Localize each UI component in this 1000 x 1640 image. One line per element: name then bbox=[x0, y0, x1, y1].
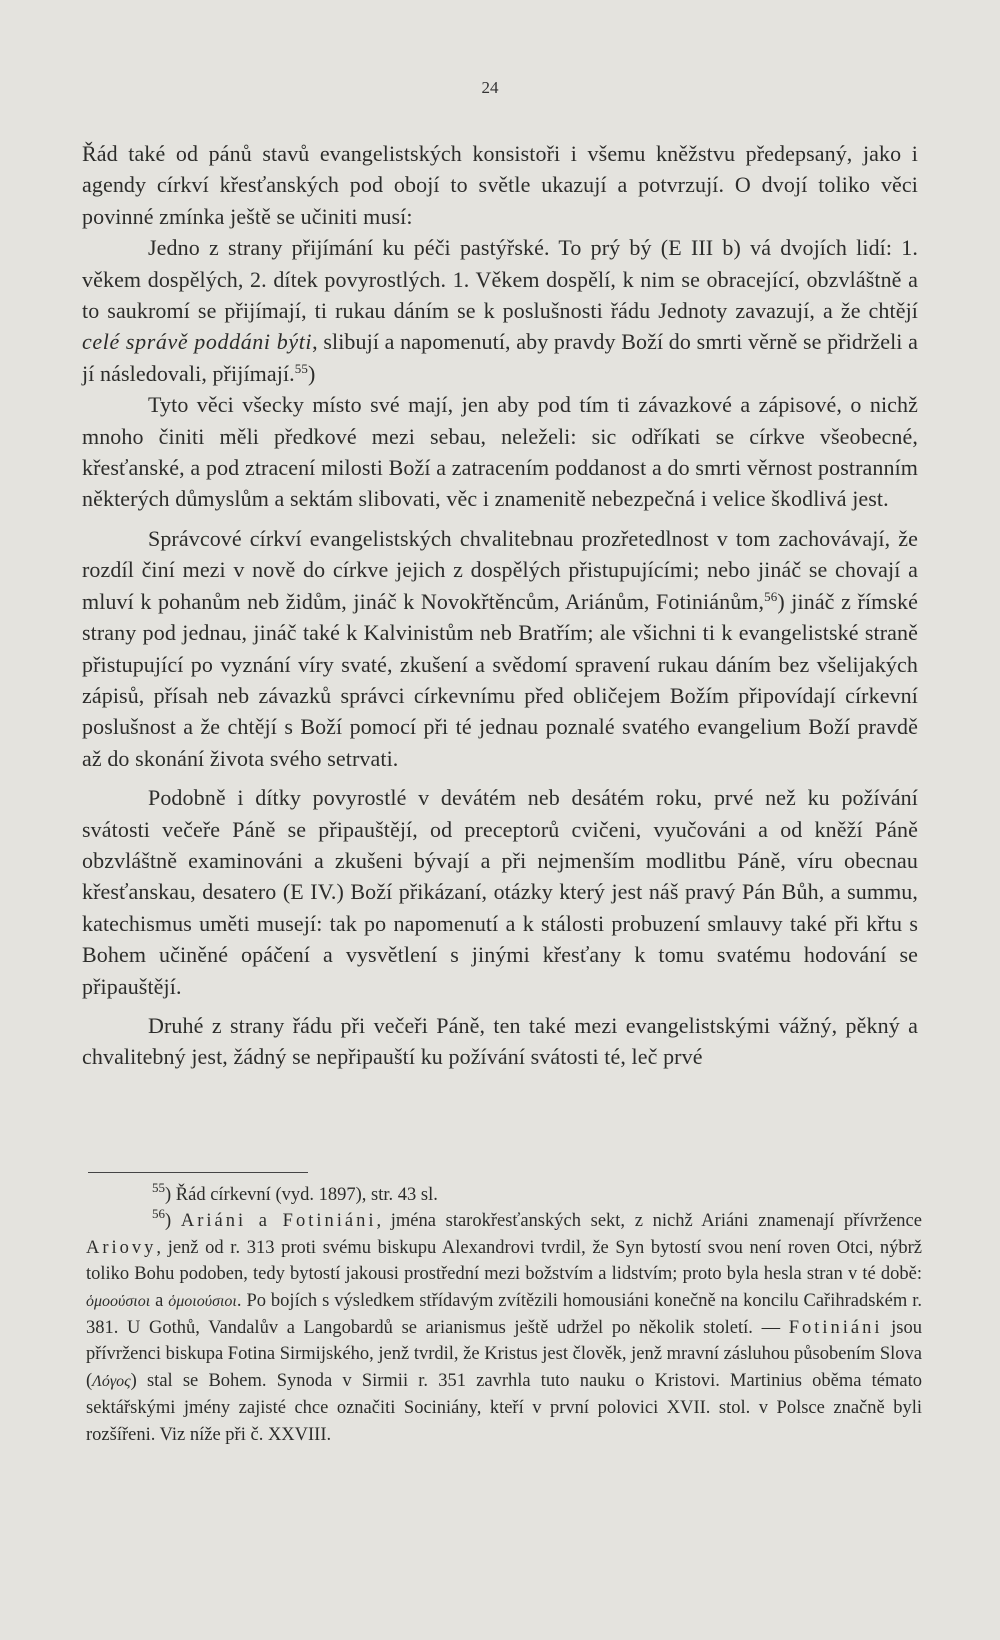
footnote-text: ) stal se Bohem. Synoda v Sirmii r. 351 zavrhla tuto nauku o Kristovi. Martinius oběma témato sektářskými jmény zajisté chce označiti Sociniány, kteří v první polovici XVII. stol. v Polsce značně byli rozšířeni. Viz níže při č. XXVIII. bbox=[86, 1370, 922, 1445]
footnote-text: a bbox=[150, 1290, 169, 1311]
main-text bbox=[82, 138, 918, 1073]
footnote-mark: 56 bbox=[152, 1206, 165, 1222]
text-span: ) jináč z římské strany pod jednau, jináč také k Kalvinistům neb Bratřím; ale všichni ti k evangelistské straně přistupující po vyznání víry svaté, zkušení a svědomí spravení rukau dáním bez všelijakých zápisů, přísah neb závazků správci církevnímu před obličejem Božím připovídají církevní poslušnost a že chtějí s Boží pomocí při té jednau poznalé svatého evangelium Boží pravdě až do skonání života svého setrvati. bbox=[82, 588, 918, 771]
footnote-ref-55: 55 bbox=[294, 360, 308, 376]
spaced-term: Ariáni a Fotiniáni bbox=[180, 1211, 377, 1232]
footnote-rule bbox=[88, 1172, 308, 1173]
footnote-text: . Po bojích s výsledkem střídavým zvítězili homousiáni konečně na koncilu Cařihradském r. 381. U Gothů, Vandalův a Langobardů se arianismus ještě udržel po několik století. — bbox=[86, 1290, 922, 1339]
paragraph bbox=[82, 523, 918, 774]
page-number: 24 bbox=[481, 78, 499, 97]
text-span: , slibují a napomenutí, aby pravdy Boží do smrti věrně se přidrželi a jí následovali, přijímají. bbox=[82, 329, 918, 386]
footnote-text: , jenž od r. 313 proti svému biskupu Alexandrovi tvrdil, že Syn bytostí svou není roven Otci, nýbrž toliko Bohu podoben, tedy bytostí jakousi prostřední mezi božstvím a lidstvím; proto byla hesla stran v té době: bbox=[86, 1237, 922, 1285]
footnotes bbox=[86, 1182, 922, 1448]
text-span: Správcové církví evangelistských chvalitebnau prozřetedlnost v tom zachovávají, že rozdíl činí mezi v nově do církve jejich z dospělých přistupujícími; nebo jináč se chovají a mluví k pohanům neb židům, jináč k Novokřtěncům, Ariánům, Fotiniánům, bbox=[82, 525, 918, 614]
paragraph: Řád také od pánů stavů evangelistských konsistoři i všemu kněžstvu předepsaný, jako i agendy církví křesťanských pod obojí to světle ukazují a potvrzují. O dvojí toliko věci povinné zmínka ještě se učiniti musí: bbox=[82, 141, 918, 229]
greek-term: Λόγος bbox=[92, 1372, 131, 1390]
text-span: Jedno z strany přijímání ku péči pastýřské. To prý bý (E III b) vá dvojích lidí: 1. věkem dospělých, 2. dítek povyrostlých. 1. Věkem dospělí, k nim se obracející, obzvláštně a to saukromí se přijímají, ti rukau dáním se k poslušnosti řádu Jednoty zavazují, a že chtějí bbox=[82, 235, 918, 324]
italic-phrase: celé správě poddáni býti bbox=[82, 329, 313, 355]
footnote-56 bbox=[86, 1208, 922, 1448]
footnote-text: ) bbox=[165, 1211, 181, 1232]
footnote-55 bbox=[86, 1182, 922, 1208]
spaced-term: Fotiniáni bbox=[788, 1318, 883, 1339]
footnote-text: , jména starokřesťanských sekt, z nichž Ariáni znamenají přívržence bbox=[376, 1211, 922, 1232]
paragraph: Druhé z strany řádu při večeři Páně, ten také mezi evangelistskými vážný, pěkný a chvalitebný jest, žádný se nepřipauští ku požívání svátosti té, leč prvé bbox=[82, 1012, 918, 1070]
footnote-ref-56: 56 bbox=[764, 588, 778, 604]
greek-term: ὁμοούσιοι bbox=[86, 1292, 151, 1310]
spaced-term: Ariovy bbox=[86, 1237, 157, 1258]
paragraph bbox=[82, 232, 918, 389]
greek-term: ὁμοιούσιοι bbox=[168, 1292, 237, 1310]
paragraph: Podobně i dítky povyrostlé v devátém neb desátém roku, prvé než ku požívání svátosti večeře Páně se připauštějí, od preceptorů cvičeni, vyučováni a od kněží Páně obzvláštně examinováni a zkušeni bývají a při nejmenším modlitbu Páně, víru obecnau křesťanskau, desatero (E IV.) Boží přikázaní, otázky který jest náš pravý Pán Bůh, a summu, katechismus uměti musejí: tak po napomenutí a k stálosti probuzení smlauvy také při křtu s Bohem učiněné opáčení a vysvětlení s jinými křesťany k tomu svatému hodování se připauštějí. bbox=[82, 785, 918, 999]
footnote-text: jsou přívrženci biskupa Fotina Sirmijského, jenž tvrdil, že Kristus jest člověk, jenž mravní zásluhou působením Slova ( bbox=[86, 1318, 923, 1391]
text-span: ) bbox=[308, 360, 316, 386]
footnote-mark: 55 bbox=[152, 1180, 165, 1195]
footnote-text: ) Řád církevní (vyd. 1897), str. 43 sl. bbox=[165, 1185, 438, 1205]
paragraph: Tyto věci všecky místo své mají, jen aby pod tím ti závazkové a zápisové, o nichž mnoho činiti měli předkové mezi sebau, neleželi: sic odříkati se církve všeobecné, křesťanské, a pod ztracení milosti Boží a zatracením poddanost a do smrti věrnost postranním některých důmyslům a sektám slibovati, věc i znamenitě nebezpečná i velice škodlivá jest. bbox=[82, 392, 918, 512]
